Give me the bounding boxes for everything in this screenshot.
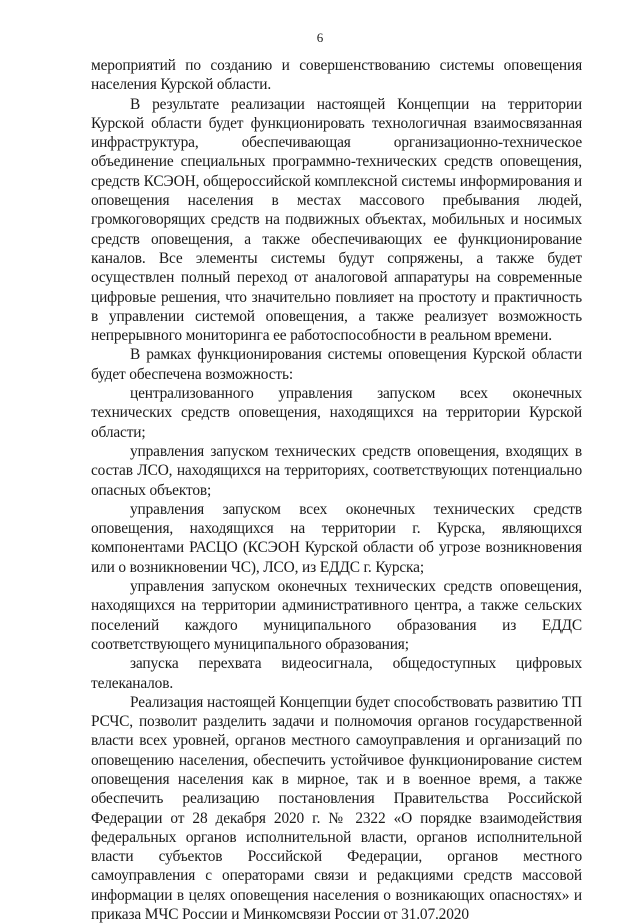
paragraph: мероприятий по созданию и совершенствованию системы оповещения населения Курской области. [91, 57, 582, 94]
list-item: управления запуском технических средств оповещения, входящих в состав ЛСО, находящихся на территориях, соответствующих потенциально опасных объектов; [91, 442, 582, 499]
paragraph: В рамках функционирования системы оповещения Курской области будет обеспечена возможность: [91, 346, 582, 383]
paragraph: В результате реализации настоящей Концепции на территории Курской области будет функционировать технологичная взаимосвязанная инфраструктура, обеспечивающая организационно-техническое объединение специальных программно-технических средств оповещения, средств КСЭОН, общероссийской комплексной системы информирования и оповещения населения в местах массового пребывания людей, громкоговорящих средств на подвижных объектах, мобильных и носимых средств оповещения, а также обеспечивающих ее функционирование каналов. Все элементы системы будут сопряжены, а также будет осуществлен полный переход от аналоговой аппаратуры на современные цифровые решения, что значительно повлияет на простоту и практичность в управлении системой оповещения, а также реализует возможность непрерывного мониторинга ее работоспособности в реальном времени. [91, 95, 582, 345]
paragraph: Реализация настоящей Концепции будет способствовать развитию ТП РСЧС, позволит разделить задачи и полномочия органов государственной власти всех уровней, органов местного самоуправления и организаций по оповещению населения, обеспечить устойчивое функционирование систем оповещения населения как в мирное, так и в военное время, а также обеспечить реализацию постановления Правительства Российской Федерации от 28 декабря 2020 г. № 2322 «О порядке взаимодействия федеральных органов исполнительной власти, органов исполнительной власти субъектов Российской Федерации, органов местного самоуправления с операторами связи и редакциями средств массовой информации в целях оповещения населения о возникающих опасностях» и приказа МЧС России и Минкомсвязи России от 31.07.2020 [91, 693, 582, 924]
list-item: управления запуском всех оконечных технических средств оповещения, находящихся на территории г. Курска, являющихся компонентами РАСЦО (КСЭОН Курской области об угрозе возникновения или о возникновении ЧС), ЛСО, из ЕДДС г. Курска; [91, 500, 582, 576]
document-body [91, 56, 582, 924]
page-number: 6 [316, 30, 324, 45]
list-item: управления запуском оконечных технических средств оповещения, находящихся на территории административного центра, а также сельских поселений каждого муниципального образования из ЕДДС соответствующего муниципального образования; [91, 578, 582, 653]
list-item: централизованного управления запуском всех оконечных технических средств оповещения, находящихся на территории Курской области; [91, 385, 582, 441]
list-item: запуска перехвата видеосигнала, общедоступных цифровых телеканалов. [91, 655, 582, 692]
